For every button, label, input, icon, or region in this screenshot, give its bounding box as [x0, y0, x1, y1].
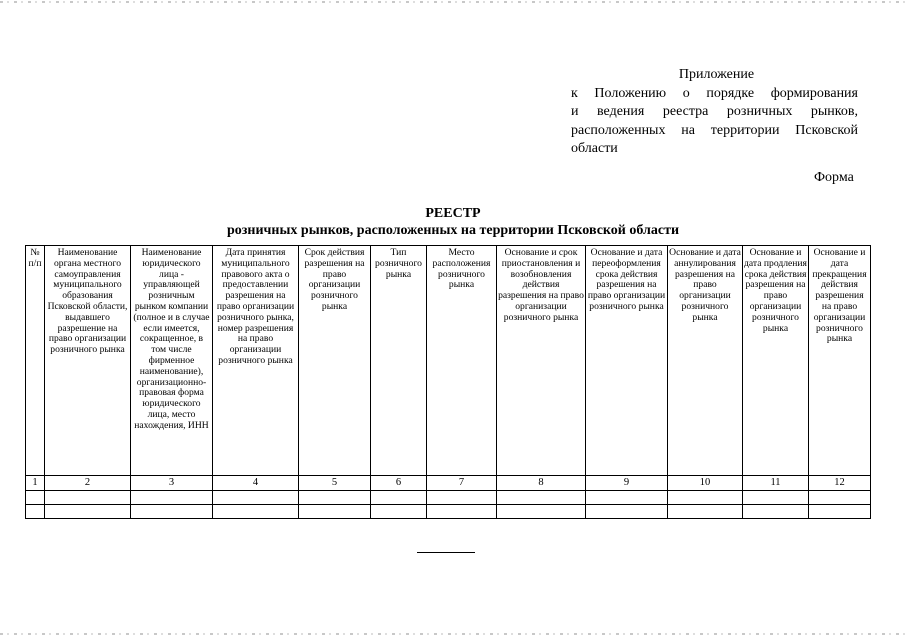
appendix-block — [571, 66, 858, 159]
column-header: Срок действия разрешения на право организации розничного рынка — [299, 246, 371, 476]
column-number: 8 — [497, 476, 586, 491]
column-header: Тип розничного рынка — [371, 246, 427, 476]
column-header: Основание и дата переоформления срока действия разрешения на право организации розничного рынка — [586, 246, 668, 476]
column-number: 7 — [427, 476, 497, 491]
table-cell — [299, 505, 371, 519]
column-header: Наименование юридического лица - управляющей розничным рынком компании (полное и в случае если имеется, сокращенное, в том числе фирменное наименование), организационно-правовая форма юридического лица, место нахождения, ИНН — [131, 246, 213, 476]
table-cell — [668, 491, 743, 505]
end-separator-line — [417, 552, 475, 553]
column-number: 2 — [45, 476, 131, 491]
column-number: 11 — [743, 476, 809, 491]
table-cell — [743, 505, 809, 519]
table-cell — [371, 491, 427, 505]
table-cell — [45, 505, 131, 519]
table-cell — [427, 505, 497, 519]
table-cell — [586, 505, 668, 519]
table-cell — [26, 505, 45, 519]
table-cell — [213, 505, 299, 519]
column-number: 9 — [586, 476, 668, 491]
scan-artifact-top — [0, 1, 905, 3]
table-cell — [809, 491, 871, 505]
column-number: 6 — [371, 476, 427, 491]
table-cell — [497, 505, 586, 519]
table-row — [26, 491, 871, 505]
header-row — [26, 246, 871, 476]
column-number: 5 — [299, 476, 371, 491]
form-label: Форма — [814, 170, 854, 185]
appendix-line: и ведения реестра розничных рынков, — [571, 104, 858, 119]
column-number: 12 — [809, 476, 871, 491]
column-number: 10 — [668, 476, 743, 491]
table-cell — [668, 505, 743, 519]
column-header: Дата принятия муниципального правового акта о предоставлении разрешения на право организации розничного рынка, номер разрешения на право организации розничного рынка — [213, 246, 299, 476]
table-cell — [586, 491, 668, 505]
registry-table — [25, 245, 871, 519]
table-row — [26, 505, 871, 519]
column-header: Наименование органа местного самоуправления муниципального образования Псковской области, выдавшего разрешение на право организации розничного рынка — [45, 246, 131, 476]
scan-artifact-bottom — [0, 633, 905, 635]
registry-subtitle: розничных рынков, расположенных на территории Псковской области — [226, 223, 680, 238]
appendix-line: расположенных на территории Псковской — [571, 122, 858, 138]
table-cell — [131, 491, 213, 505]
table-cell — [45, 491, 131, 505]
column-header: Основание и дата прекращения действия разрешения на право организации розничного рынка — [809, 246, 871, 476]
table-cell — [299, 491, 371, 505]
column-number-row — [26, 476, 871, 491]
column-number: 4 — [213, 476, 299, 491]
appendix-title: Приложение — [678, 67, 755, 82]
column-header: Основание и дата аннулирования разрешения на право организации розничного рынка — [668, 246, 743, 476]
column-header: № п/п — [26, 246, 45, 476]
appendix-line: к Положению о порядке формирования — [571, 85, 858, 101]
table-cell — [26, 491, 45, 505]
column-number: 3 — [131, 476, 213, 491]
table-cell — [371, 505, 427, 519]
table-cell — [213, 491, 299, 505]
table-cell — [131, 505, 213, 519]
table-cell — [497, 491, 586, 505]
column-header: Основание и срок приостановления и возобновления действия разрешения на право организации розничного рынка — [497, 246, 586, 476]
column-header: Основание и дата продления срока действия разрешения на право организации розничного рынка — [743, 246, 809, 476]
registry-title: РЕЕСТР — [425, 206, 481, 221]
column-header: Место расположения розничного рынка — [427, 246, 497, 476]
appendix-line: области — [571, 141, 618, 156]
table-cell — [743, 491, 809, 505]
column-number: 1 — [26, 476, 45, 491]
table-cell — [427, 491, 497, 505]
table-cell — [809, 505, 871, 519]
